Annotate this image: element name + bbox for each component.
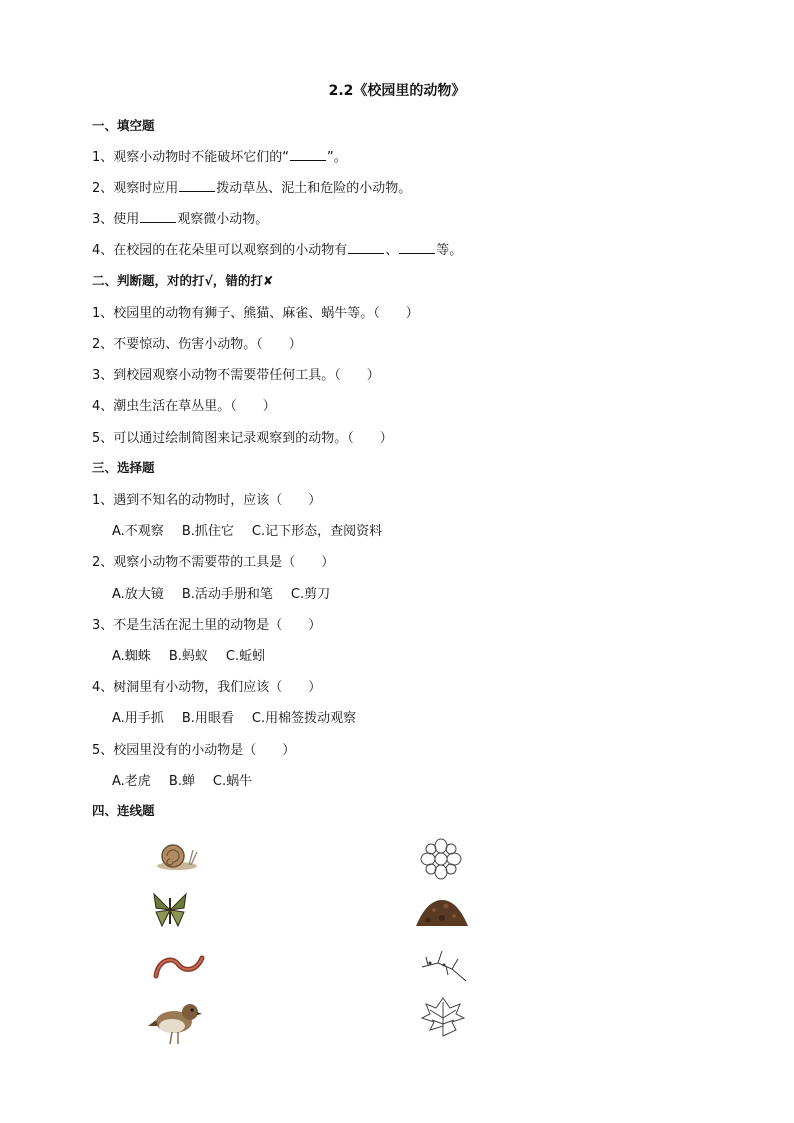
choice-4-option-c[interactable]: C.用棉签拨动观察: [251, 711, 357, 726]
choice-question-1: 1、遇到不知名的动物时，应该（ ）: [92, 493, 322, 508]
earthworm-icon[interactable]: [152, 950, 206, 980]
choice-4-option-b[interactable]: B.用眼看: [181, 711, 234, 726]
butterfly-icon[interactable]: [150, 890, 190, 930]
choice-options-4: [112, 707, 374, 726]
fill-q4-blank-1[interactable]: [348, 241, 384, 254]
fill-question-2: [92, 177, 411, 196]
choice-5-option-c[interactable]: C.蜗牛: [212, 774, 253, 789]
judge-question-4: 4、潮虫生活在草丛里。（ ）: [92, 399, 276, 414]
choice-options-5: [112, 770, 270, 789]
choice-question-2: 2、观察小动物不需要带的工具是（ ）: [92, 555, 335, 570]
leaf-icon[interactable]: [420, 996, 466, 1038]
judge-question-2: 2、不要惊动、伤害小动物。（ ）: [92, 337, 302, 352]
choice-1-option-b[interactable]: B.抓住它: [181, 524, 234, 539]
choice-3-option-c[interactable]: C.蚯蚓: [225, 649, 266, 664]
section-judge-heading: 二、判断题，对的打√，错的打✘: [92, 273, 274, 288]
judge-question-1: 1、校园里的动物有狮子、熊猫、麻雀、蜗牛等。（ ）: [92, 306, 419, 321]
fill-q4-text-a: 4、在校园的在花朵里可以观察到的小动物有: [92, 243, 348, 258]
page-title: 2.2《校园里的动物》: [328, 83, 466, 99]
fill-q4-text-b: 、: [385, 243, 399, 258]
choice-question-4: 4、树洞里有小动物，我们应该（ ）: [92, 680, 322, 695]
choice-3-option-b[interactable]: B.蚂蚁: [168, 649, 208, 664]
choice-4-option-a[interactable]: A.用手抓: [112, 711, 164, 726]
fill-question-1: [92, 146, 347, 165]
fill-q1-text-b: ”。: [327, 150, 347, 165]
fill-q3-blank[interactable]: [140, 210, 176, 223]
choice-2-option-c[interactable]: C.剪刀: [290, 587, 331, 602]
choice-2-option-a[interactable]: A.放大镜: [112, 587, 164, 602]
section-match-heading: 四、连线题: [92, 803, 155, 818]
fill-question-3: [92, 208, 268, 227]
choice-question-5: 5、校园里没有的小动物是（ ）: [92, 743, 296, 758]
soil-icon[interactable]: [414, 894, 470, 928]
fill-q3-text-b: 观察微小动物。: [177, 212, 269, 227]
choice-question-3: 3、不是生活在泥土里的动物是（ ）: [92, 618, 322, 633]
fill-question-4: [92, 239, 462, 258]
fill-q2-blank[interactable]: [179, 179, 215, 192]
fill-q4-blank-2[interactable]: [399, 241, 435, 254]
snail-icon[interactable]: [153, 840, 199, 872]
fill-q2-text-b: 拨动草丛、泥土和危险的小动物。: [216, 181, 412, 196]
section-choice-heading: 三、选择题: [92, 460, 155, 475]
flower-icon[interactable]: [415, 838, 467, 880]
choice-options-1: [112, 520, 400, 539]
branch-icon[interactable]: [418, 945, 470, 985]
fill-q1-blank[interactable]: [290, 148, 326, 161]
fill-q1-text-a: 1、观察小动物时不能破坏它们的“: [92, 150, 290, 165]
choice-1-option-a[interactable]: A.不观察: [112, 524, 164, 539]
judge-question-5: 5、可以通过绘制简图来记录观察到的动物。（ ）: [92, 431, 393, 446]
choice-5-option-a[interactable]: A.老虎: [112, 774, 151, 789]
choice-5-option-b[interactable]: B.蝉: [168, 774, 195, 789]
choice-2-option-b[interactable]: B.活动手册和笔: [181, 587, 273, 602]
choice-options-3: [112, 645, 283, 664]
sparrow-icon[interactable]: [148, 996, 204, 1048]
fill-q2-text-a: 2、观察时应用: [92, 181, 179, 196]
fill-q3-text-a: 3、使用: [92, 212, 140, 227]
choice-3-option-a[interactable]: A.蜘蛛: [112, 649, 151, 664]
fill-q4-text-c: 等。: [436, 243, 463, 258]
choice-options-2: [112, 583, 348, 602]
choice-1-option-c[interactable]: C.记下形态，查阅资料: [251, 524, 383, 539]
section-fill-heading: 一、填空题: [92, 118, 155, 133]
judge-question-3: 3、到校园观察小动物不需要带任何工具。（ ）: [92, 368, 380, 383]
